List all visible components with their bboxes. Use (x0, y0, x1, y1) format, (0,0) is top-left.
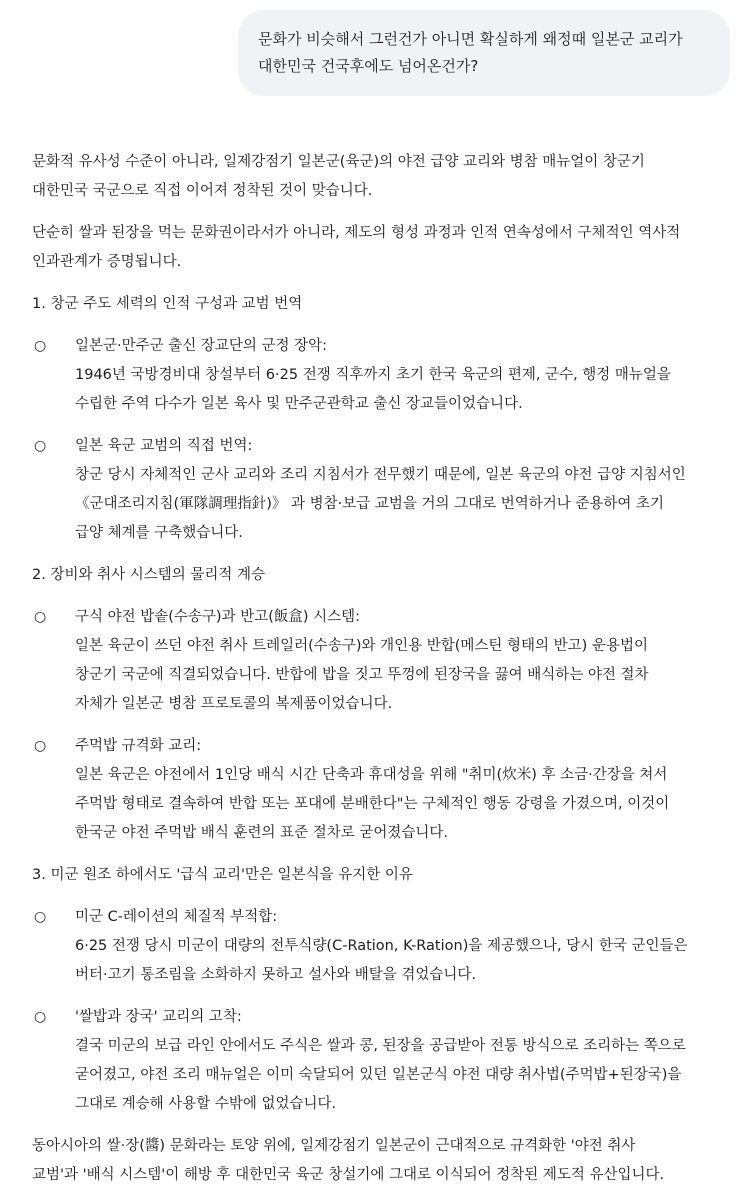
bullet-line: 수립한 주역 다수가 일본 육사 및 만주군관학교 출신 장교들이었습니다. (75, 396, 523, 412)
section-heading: 1. 창군 주도 세력의 인적 구성과 교범 번역 (32, 296, 303, 312)
bullet-marker-icon: ○ (34, 438, 47, 454)
bullet-item (32, 332, 732, 419)
bullet-item (32, 903, 732, 990)
bullet-marker-icon: ○ (34, 1009, 47, 1025)
bullet-marker-icon: ○ (34, 338, 47, 354)
intro-paragraph-1 (32, 148, 732, 206)
bullet-line: 창군기 국군에 직결되었습니다. 반합에 밥을 짓고 뚜껑에 된장국을 끓여 배식하는 야전 절차 (75, 667, 649, 683)
bullet-item (32, 603, 732, 719)
text-line: 동아시아의 쌀·장(醬) 문화라는 토양 위에, 일제강점기 일본군이 근대적으로 규격화한 '야전 취사 (32, 1138, 636, 1154)
conclusion-paragraph (32, 1132, 732, 1190)
section-heading: 3. 미군 원조 하에서도 '급식 교리'만은 일본식을 유지한 이유 (32, 867, 413, 883)
user-message-bubble (238, 10, 730, 96)
text-line: 대한민국 국군으로 직접 이어져 정착된 것이 맞습니다. (32, 183, 373, 199)
bullet-title: 주먹밥 규격화 교리: (75, 738, 202, 754)
bullet-marker-icon: ○ (34, 738, 47, 754)
bullet-item (32, 732, 732, 848)
bullet-item (32, 432, 732, 548)
bullet-line: 창군 당시 자체적인 군사 교리와 조리 지침서가 전무했기 때문에, 일본 육군의 야전 급양 지침서인 (75, 467, 686, 483)
bullet-line: 버터·고기 통조림을 소화하지 못하고 설사와 배탈을 겪었습니다. (75, 967, 477, 983)
assistant-response (32, 148, 732, 1190)
bullet-line: 6·25 전쟁 당시 미군이 대량의 전투식량(C-Ration, K-Ration)을 제공했으나, 당시 한국 군인들은 (75, 938, 688, 954)
bullet-line: 굳어졌고, 야전 조리 매뉴얼은 이미 숙달되어 있던 일본군식 야전 대량 취사법(주먹밥+된장국)을 (75, 1067, 682, 1083)
bullet-line: 그대로 계승해 사용할 수밖에 없었습니다. (75, 1096, 337, 1112)
bullet-line: 주먹밥 형태로 결속하여 반합 또는 포대에 분배한다"는 구체적인 행동 강령을 가졌으며, 이것이 (75, 796, 670, 812)
bullet-line: 1946년 국방경비대 창설부터 6·25 전쟁 직후까지 초기 한국 육군의 편제, 군수, 행정 매뉴얼을 (75, 367, 671, 383)
bullet-line: 일본 육군이 쓰던 야전 취사 트레일러(수송구)와 개인용 반합(메스틴 형태의 반고) 운용법이 (75, 638, 648, 654)
bullet-title: 구식 야전 밥솥(수송구)과 반고(飯盒) 시스템: (75, 609, 361, 625)
bullet-title: 일본 육군 교범의 직접 번역: (75, 438, 253, 454)
bullet-marker-icon: ○ (34, 609, 47, 625)
text-line: 인과관계가 증명됩니다. (32, 254, 182, 270)
bullet-title: '쌀밥과 장국' 교리의 고착: (75, 1009, 242, 1025)
bullet-title: 미군 C-레이션의 체질적 부적합: (75, 909, 278, 925)
user-message-line: 문화가 비슷해서 그런건가 아니면 확실하게 왜정때 일본군 교리가 (258, 30, 683, 48)
bullet-line: 급양 체계를 구축했습니다. (75, 525, 243, 541)
bullet-line: 한국군 야전 주먹밥 배식 훈련의 표준 절차로 굳어졌습니다. (75, 825, 449, 841)
bullet-item (32, 1003, 732, 1119)
bullet-line: 자체가 일본군 병참 프로토콜의 복제품이었습니다. (75, 696, 393, 712)
bullet-line: 《군대조리지침(軍隊調理指針)》 과 병참·보급 교범을 거의 그대로 번역하거나 준용하여 초기 (75, 496, 665, 512)
text-line: 문화적 유사성 수준이 아니라, 일제강점기 일본군(육군)의 야전 급양 교리와 병참 매뉴얼이 창군기 (32, 154, 645, 170)
text-line: 단순히 쌀과 된장을 먹는 문화권이라서가 아니라, 제도의 형성 과정과 인적 연속성에서 구체적인 역사적 (32, 225, 681, 241)
section-heading: 2. 장비와 취사 시스템의 물리적 계승 (32, 567, 265, 583)
bullet-line: 결국 미군의 보급 라인 안에서도 주식은 쌀과 콩, 된장을 공급받아 전통 방식으로 조리하는 쪽으로 (75, 1038, 686, 1054)
bullet-title: 일본군·만주군 출신 장교단의 군정 장악: (75, 338, 328, 354)
user-message-line: 대한민국 건국후에도 넘어온건가? (258, 57, 479, 75)
bullet-line: 일본 육군은 야전에서 1인당 배식 시간 단축과 휴대성을 위해 "취미(炊米) 후 소금·간장을 쳐서 (75, 767, 668, 783)
bullet-marker-icon: ○ (34, 909, 47, 925)
text-line: 교범'과 '배식 시스템'이 해방 후 대한민국 육군 창설기에 그대로 이식되어 정착된 제도적 유산입니다. (32, 1167, 665, 1183)
intro-paragraph-2 (32, 219, 732, 277)
